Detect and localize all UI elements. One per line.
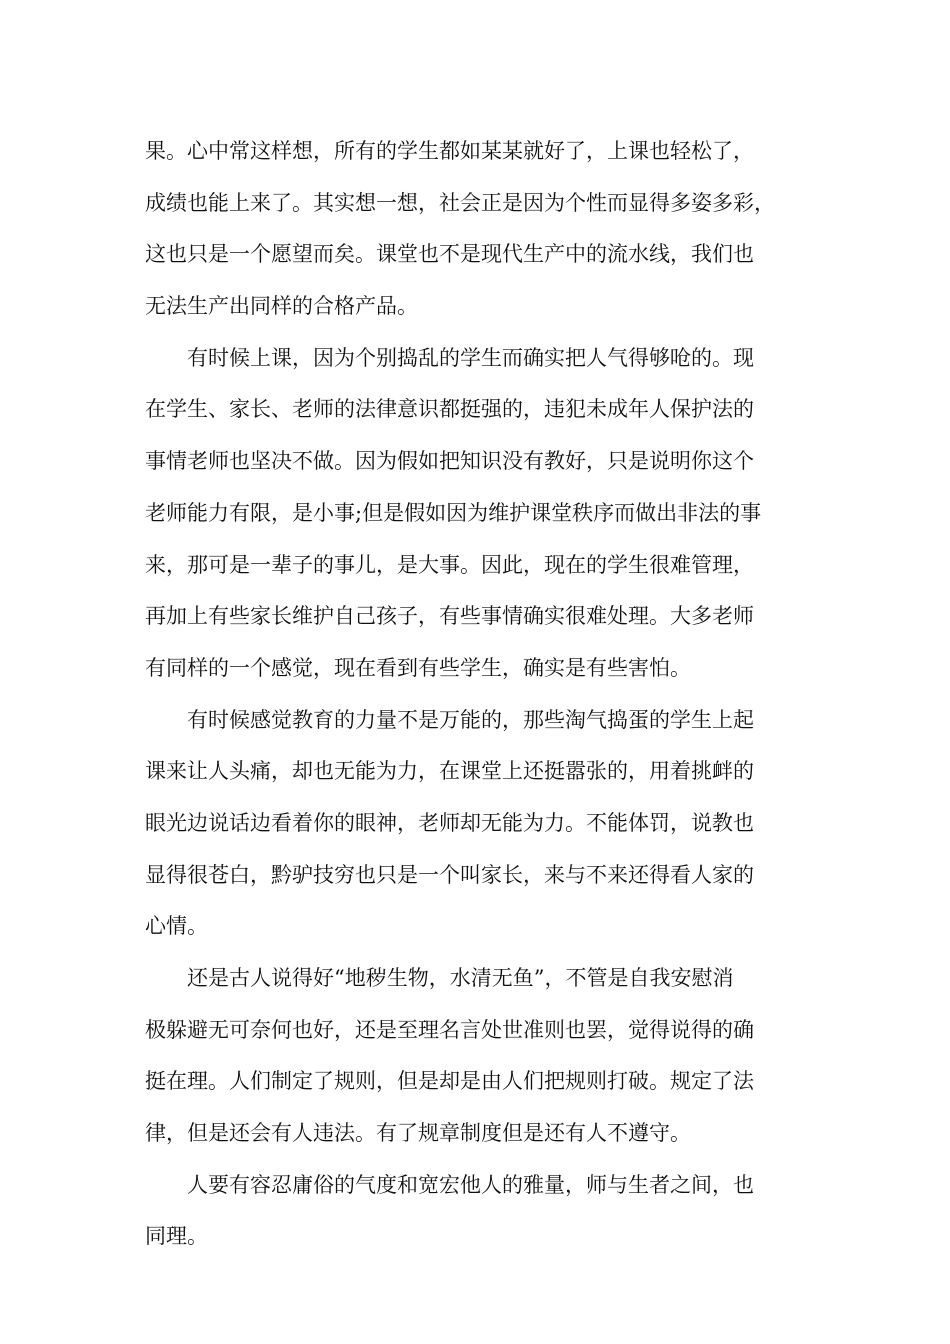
- paragraph-2: [145, 333, 825, 695]
- text-line: 极躲避无可奈何也好，还是至理名言处世准则也罢，觉得说得的确: [145, 1017, 754, 1042]
- text-line: 在学生、家长、老师的法律意识都挺强的，违犯未成年人保护法的: [145, 397, 754, 422]
- paragraph-4: [145, 953, 825, 1160]
- text-line: 来，那可是一辈子的事儿，是大事。因此，现在的学生很难管理，: [145, 552, 754, 577]
- text-line: 事情老师也坚决不做。因为假如把知识没有教好，只是说明你这个: [145, 449, 754, 474]
- text-line: 还是古人说得好“地秽生物，水清无鱼”，不管是自我安慰消: [145, 966, 734, 990]
- text-line: 显得很苍白，黔驴技穷也只是一个叫家长，来与不来还得看人家的: [145, 862, 754, 887]
- paragraph-1: [145, 126, 825, 333]
- text-line: 同理。: [145, 1224, 208, 1249]
- text-line: 再加上有些家长维护自己孩子，有些事情确实很难处理。大多老师: [145, 604, 754, 629]
- text-line: 有时候感觉教育的力量不是万能的，那些淘气捣蛋的学生上起: [145, 707, 754, 732]
- paragraph-3: [145, 695, 825, 953]
- text-line: 果。心中常这样想，所有的学生都如某某就好了，上课也轻松了，: [145, 139, 754, 163]
- text-line: 眼光边说话边看着你的眼神，老师却无能为力。不能体罚，说教也: [145, 810, 754, 835]
- text-line: 挺在理。人们制定了规则，但是却是由人们把规则打破。规定了法: [145, 1069, 754, 1094]
- text-line: 有时候上课，因为个别捣乱的学生而确实把人气得够呛的。现: [145, 345, 754, 370]
- document-page: [145, 126, 825, 1263]
- text-line: 无法生产出同样的合格产品。: [145, 294, 418, 319]
- text-line: 成绩也能上来了。其实想一想，社会正是因为个性而显得多姿多彩，: [145, 190, 775, 215]
- text-line: 这也只是一个愿望而矣。课堂也不是现代生产中的流水线，我们也: [145, 242, 754, 267]
- text-line: 老师能力有限，是小事;但是假如因为维护课堂秩序而做出非法的事: [145, 500, 762, 525]
- text-line: 律，但是还会有人违法。有了规章制度但是还有人不遵守。: [145, 1121, 691, 1146]
- text-line: 课来让人头痛，却也无能为力，在课堂上还挺嚣张的，用着挑衅的: [145, 759, 754, 784]
- paragraph-5: [145, 1160, 825, 1263]
- text-line: 人要有容忍庸俗的气度和宽宏他人的雅量，师与生者之间，也: [145, 1172, 754, 1197]
- text-line: 心情。: [145, 914, 208, 939]
- text-line: 有同样的一个感觉，现在看到有些学生，确实是有些害怕。: [145, 655, 691, 680]
